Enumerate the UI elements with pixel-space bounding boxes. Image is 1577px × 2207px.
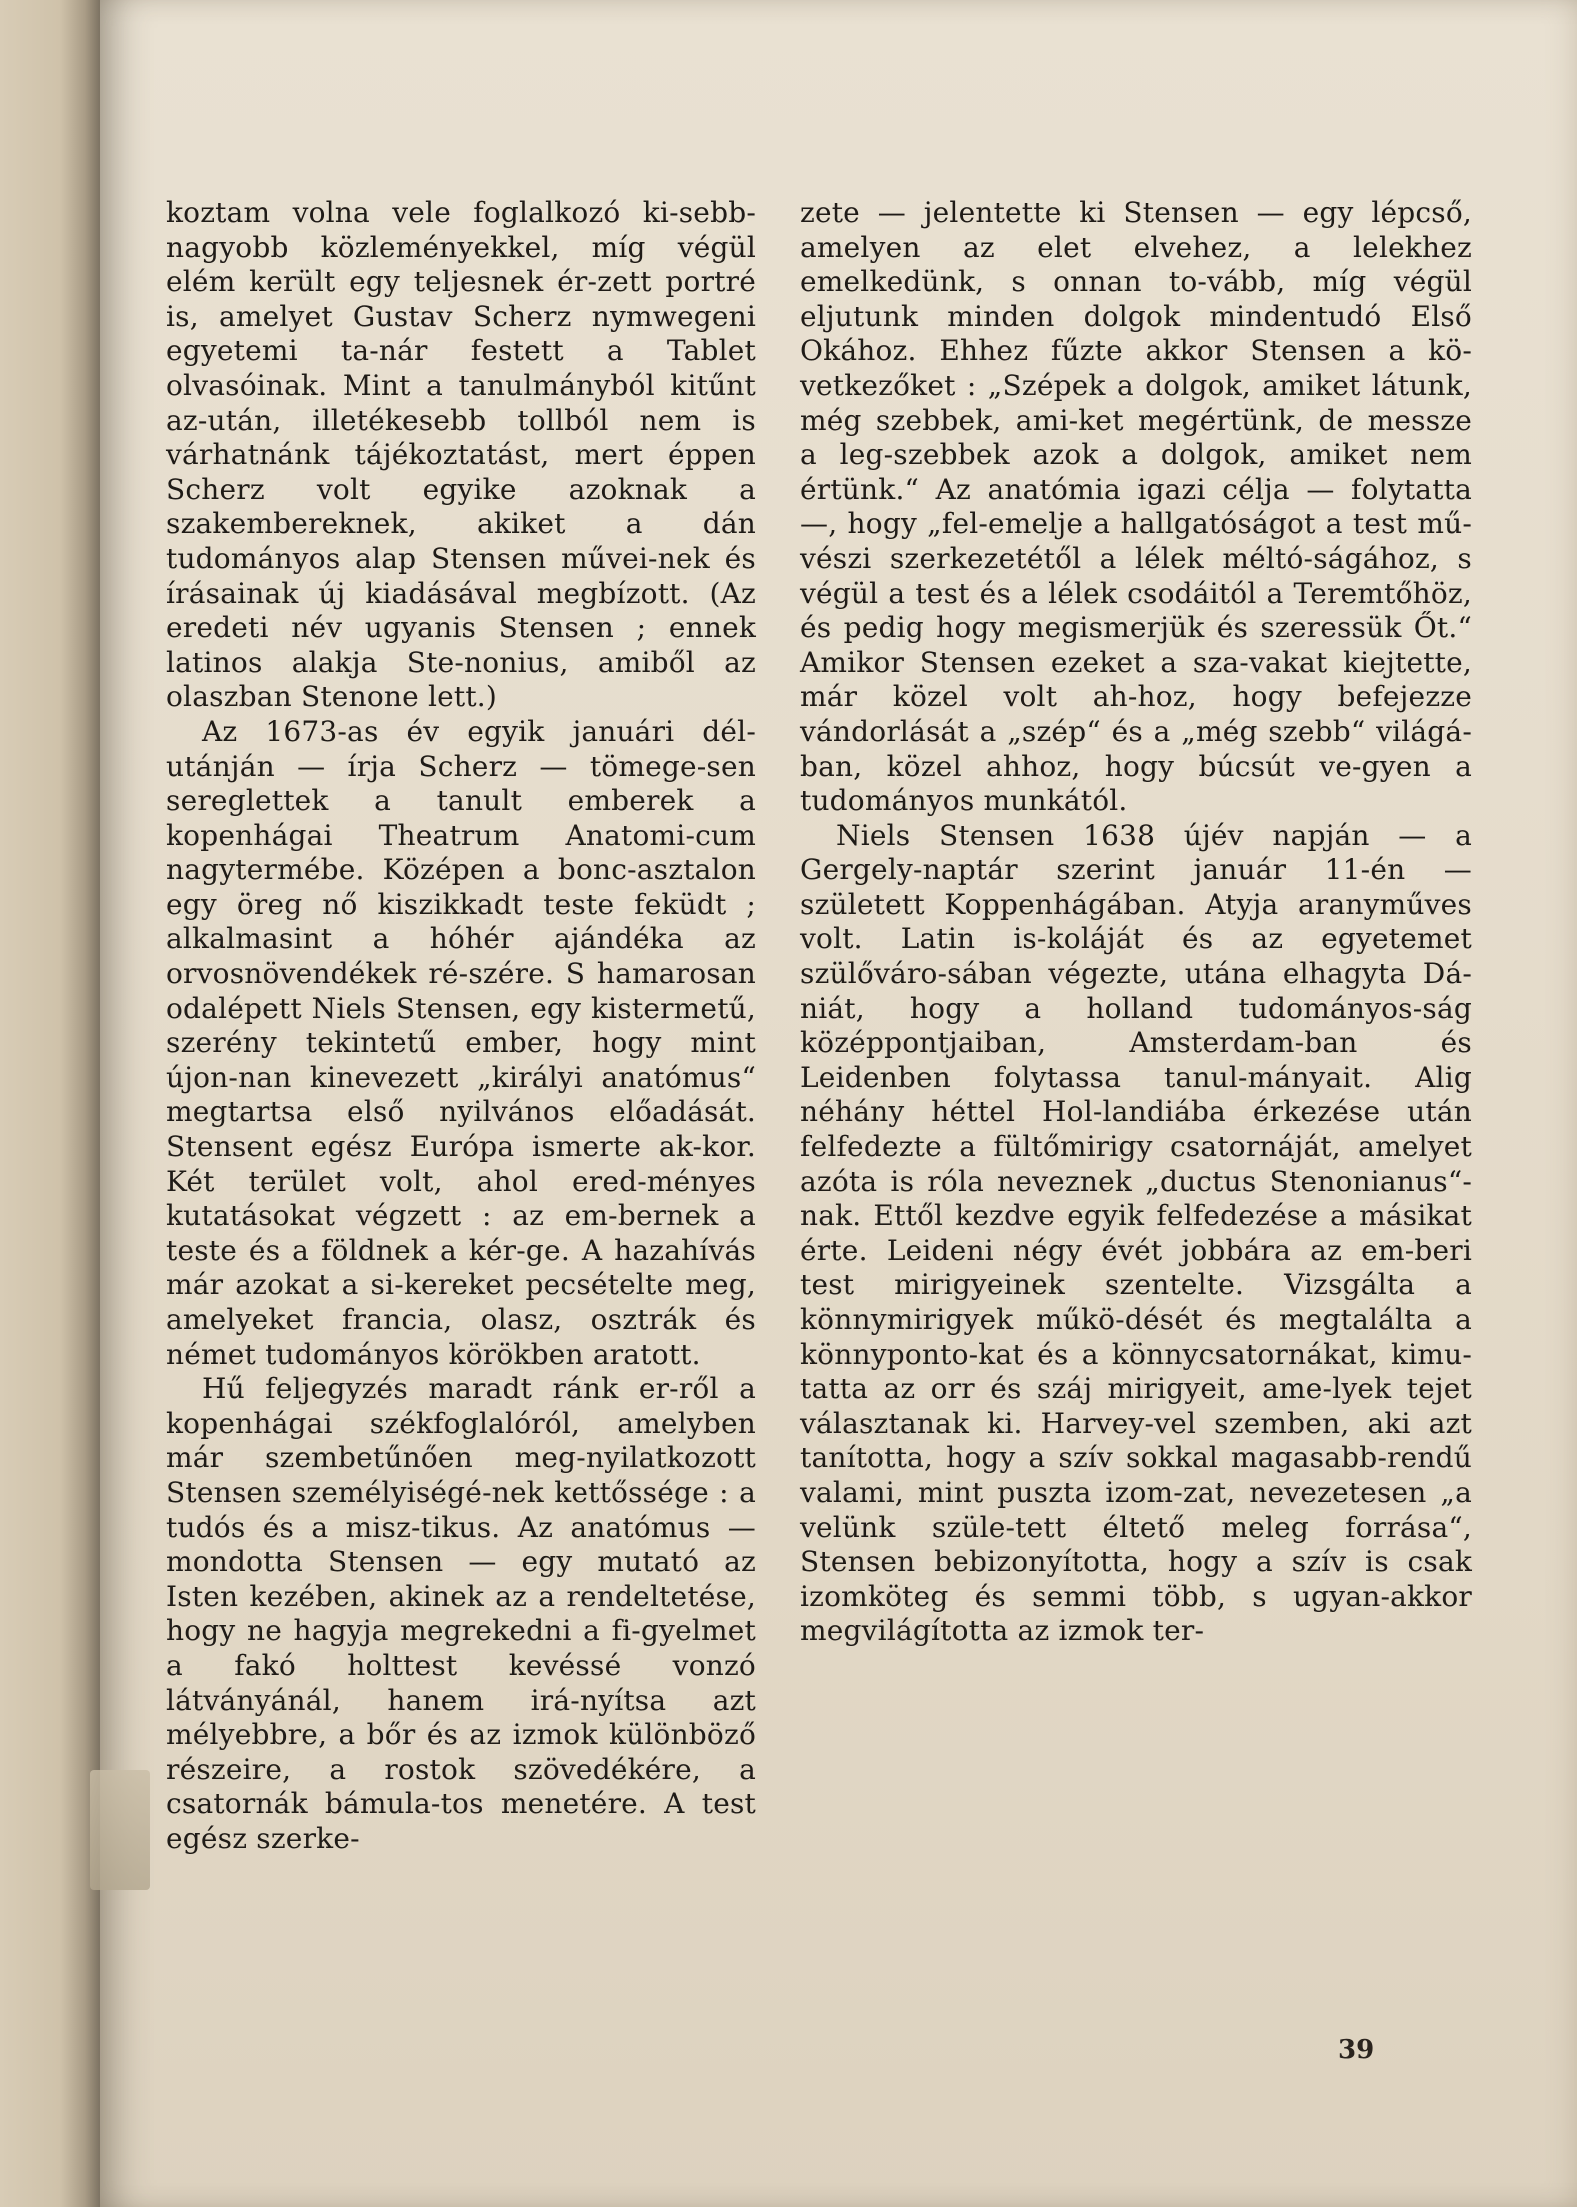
right-column [800, 196, 1472, 1649]
left-paragraph-2: Az 1673-as év egyik januári dél-utánján — írja Scherz — tömege-sen sereglettek a tanult emberek a kopenhágai Theatrum Anatomi-cum nagytermébe. Középen a bonc-asztalon egy öreg nő kiszikkadt teste feküdt ; alkalmasint a hóhér ajándéka az orvosnövendékek ré-szére. S hamarosan odalépett Niels Stensen, egy kistermetű, szerény tekintetű ember, hogy mint újon-nan kinevezett „királyi anatómus“ megtartsa első nyilvános előadását. Stensent egész Európa ismerte ak-kor. Két terület volt, ahol ered-ményes kutatásokat végzett : az em-bernek a teste és a földnek a kér-ge. A hazahívás már azokat a si-kereket pecsételte meg, amelyeket francia, olasz, osztrák és német tudományos körökben aratott. [166, 714, 756, 1371]
right-paragraph-1: zete — jelentette ki Stensen — egy lépcső, amelyen az elet elvehez, a lelekhez emelkedünk, s onnan to-vább, míg végül eljutunk minden dolgok mindentudó Első Okához. Ehhez fűzte akkor Stensen a kö-vetkezőket : „Szépek a dolgok, amiket látunk, még szebbek, ami-ket megértünk, de messze a leg-szebbek azok a dolgok, amiket nem értünk.“ Az anatómia igazi célja — folytatta —, hogy „fel-emelje a hallgatóságot a test mű-vészi szerkezetétől a lélek méltó-ságához, s végül a test és a lélek csodáitól a Teremtőhöz, és pedig hogy megismerjük és szeressük Őt.“ Amikor Stensen ezeket a sza-vakat kiejtette, már közel volt ah-hoz, hogy befejezze vándorlását a „szép“ és a „még szebb“ világá-ban, közel ahhoz, hogy búcsút ve-gyen a tudományos munkától. [800, 196, 1472, 818]
right-paragraph-2: Niels Stensen 1638 újév napján — a Gergely-naptár szerint január 11-én — született Koppenhágában. Atyja aranyműves volt. Latin is-koláját és az egyetemet szülőváro-sában végezte, utána elhagyta Dá-niát, hogy a holland tudományos-ság középpontjaiban, Amsterdam-ban és Leidenben folytassa tanul-mányait. Alig néhány héttel Hol-landiába érkezése után felfedezte a fültőmirigy csatornáját, amelyet azóta is róla neveznek „ductus Stenonianus“-nak. Ettől kezdve egyik felfedezése a másikat érte. Leideni négy évét jobbára az em-beri test mirigyeinek szentelte. Vizsgálta a könnymirigyek műkö-dését és megtalálta a könnyponto-kat és a könnycsatornákat, kimu-tatta az orr és száj mirigyeit, ame-lyek tejet választanak ki. Harvey-vel szemben, aki azt tanította, hogy a szív sokkal magasabb-rendű valami, mint puszta izom-zat, nevezetesen „a velünk szüle-tett éltető meleg forrása“, Stensen bebizonyította, hogy a szív is csak izomköteg és semmi több, s ugyan-akkor megvilágította az izmok ter- [800, 818, 1472, 1648]
book-page [100, 0, 1577, 2207]
page-number: 39 [1338, 2035, 1375, 2065]
left-paragraph-1: koztam volna vele foglalkozó ki-sebb-nagyobb közleményekkel, míg végül elém került egy teljesnek ér-zett portré is, amelyet Gustav Scherz nymwegeni egyetemi ta-nár festett a Tablet olvasóinak. Mint a tanulmányból kitűnt az-után, illetékesebb tollból nem is várhatnánk tájékoztatást, mert éppen Scherz volt egyike azoknak a szakembereknek, akiket a dán tudományos alap Stensen művei-nek és írásainak új kiadásával megbízott. (Az eredeti név ugyanis Stensen ; ennek latinos alakja Ste-nonius, amiből az olaszban Stenone lett.) [166, 196, 756, 714]
torn-page-edge [90, 1770, 150, 1890]
left-paragraph-3: Hű feljegyzés maradt ránk er-ről a kopenhágai székfoglalóról, amelyben már szembetűnően meg-nyilatkozott Stensen személyiségé-nek kettőssége : a tudós és a misz-tikus. Az anatómus — mondotta Stensen — egy mutató az Isten kezében, akinek az a rendeltetése, hogy ne hagyja megrekedni a fi-gyelmet a fakó holttest kevéssé vonzó látványánál, hanem irá-nyítsa azt mélyebbre, a bőr és az izmok különböző részeire, a rostok szövedékére, a csatornák bámula-tos menetére. A test egész szerke- [166, 1372, 756, 1855]
left-column [166, 196, 756, 1857]
